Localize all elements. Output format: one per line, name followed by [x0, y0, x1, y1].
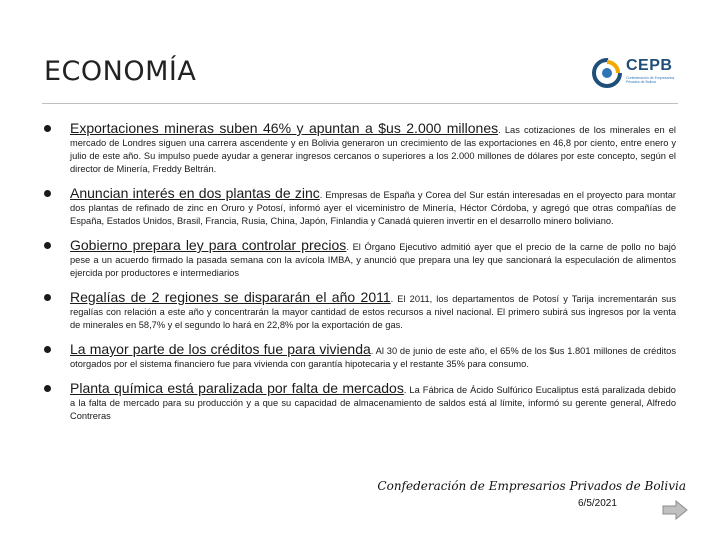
news-item — [44, 382, 676, 423]
footer-organization: Confederación de Empresarios Privados de Bolivia — [377, 479, 686, 493]
news-body: . Las cotizaciones de los minerales en el mercado de Londres siguen una carrera ascendente y en Bolivia generaron un crecimiento de las exportaciones en 46,8 por ciento, entre enero y julio de este año. Su impulso puede ayudar a generar ingresos cercanos o superiores a los 2.000 millones de dólares por este concepto, según el director de Minería, Freddy Beltrán. — [70, 125, 676, 174]
bullet-icon — [44, 294, 51, 301]
bullet-icon — [44, 242, 51, 249]
cepb-logo — [592, 56, 678, 92]
news-headline: Gobierno prepara ley para controlar precios — [70, 237, 347, 253]
logo-subtitle: Confederación de Empresarios Privados de Bolivia — [626, 76, 675, 84]
next-slide-arrow-icon[interactable] — [662, 500, 688, 520]
news-body: . El Órgano Ejecutivo admitió ayer que el precio de la carne de pollo no bajó pese a un acuerdo firmado la pasada semana con la avícola IMBA, y anunció que prepara una ley que sancionará la especulación de alimentos ejercida por productores e intermediarios — [70, 242, 676, 278]
news-item — [44, 187, 676, 228]
news-headline: La mayor parte de los créditos fue para vivienda — [70, 341, 371, 357]
logo-wordmark: CEPB — [626, 57, 673, 74]
bullet-icon — [44, 385, 51, 392]
news-headline: Regalías de 2 regiones se dispararán el año 2011 — [70, 289, 391, 305]
news-body: . Empresas de España y Corea del Sur están interesadas en el proyecto para montar dos plantas de refinado de zinc en Oruro y Potosí, informó ayer el viceministro de Minería, Héctor Córdoba, y agregó que otras compañías de España, Estados Unidos, Brasil, Francia, Rusia, China, Japón, Finlandia y Canadá quieren invertir en el desarrollo minero boliviano. — [70, 190, 676, 226]
news-body: . Al 30 de junio de este año, el 65% de los $us 1.801 millones de créditos otorgados por el sistema financiero fue para vivienda con garantía hipotecaria y el restante 35% para consumo. — [70, 346, 676, 369]
bullet-icon — [44, 125, 51, 132]
news-item — [44, 343, 676, 371]
news-headline: Anuncian interés en dos plantas de zinc — [70, 185, 320, 201]
news-body: . El 2011, los departamentos de Potosí y Tarija incrementarán sus regalías con relación a este año y concentrarán la mayor cantidad de estos recursos a nivel nacional. El primero subirá sus ingresos por la venta de minerales en 58,7% y el segundo lo hará en 22,8% por la exportación de gas. — [70, 294, 676, 330]
news-list — [44, 122, 676, 434]
news-headline: Exportaciones mineras suben 46% y apuntan a $us 2.000 millones — [70, 120, 499, 136]
news-item — [44, 122, 676, 176]
title-divider — [42, 103, 678, 104]
news-item — [44, 291, 676, 332]
news-item — [44, 239, 676, 280]
cepb-emblem-icon — [592, 58, 622, 88]
page-title: ECONOMÍA — [44, 56, 197, 87]
news-headline: Planta química está paralizada por falta de mercados — [70, 380, 404, 396]
bullet-icon — [44, 346, 51, 353]
news-body: . La Fábrica de Ácido Sulfúrico Eucaliptus está paralizada debido a la falta de mercado para su producción y a que su capacidad de almacenamiento de saldos está al límite, informó su gerente general, Alfredo Contreras — [70, 385, 676, 421]
footer-date: 6/5/2021 — [578, 498, 617, 509]
bullet-icon — [44, 190, 51, 197]
